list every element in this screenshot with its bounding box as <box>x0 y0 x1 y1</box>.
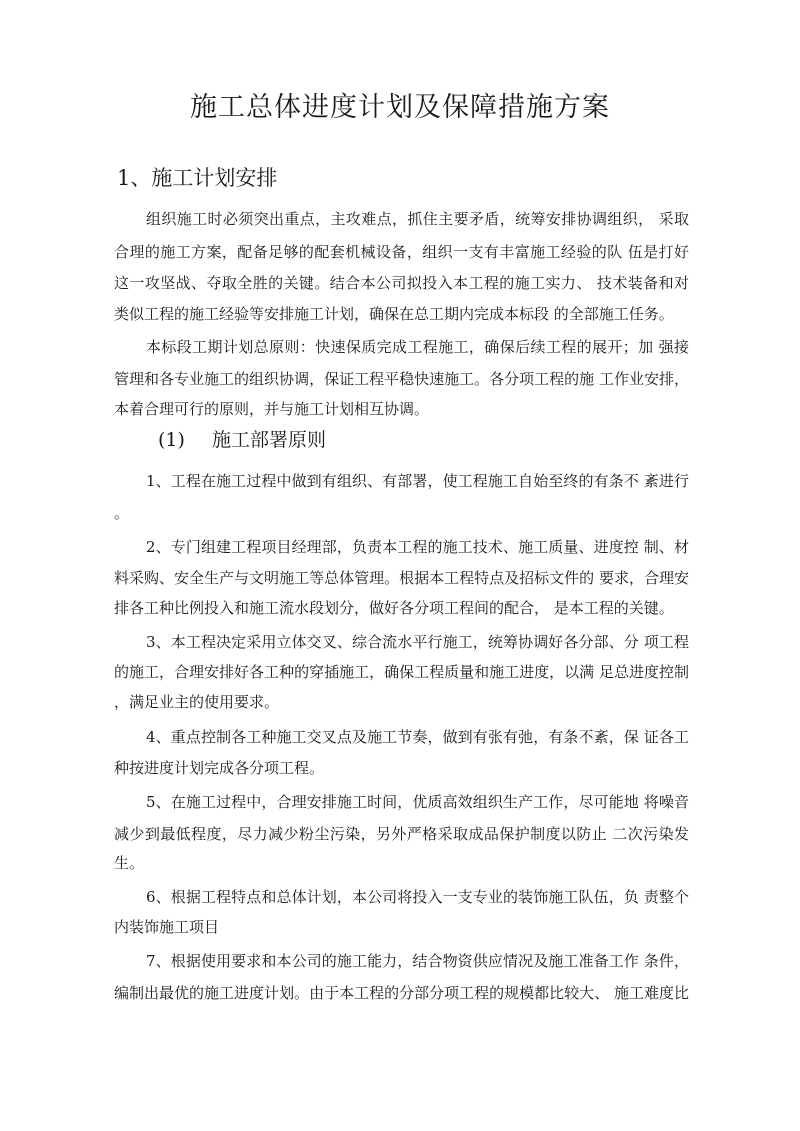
paragraph-line: 管理和各专业施工的组织协调，保证工程平稳快速施工。各分项工程的施 工作业安排， <box>114 370 689 388</box>
paragraph-line: 组织施工时必须突出重点，主攻难点，抓住主要矛盾，统筹安排协调组织， 采取 <box>146 210 689 228</box>
paragraph-line: 的施工，合理安排好各工种的穿插施工，确保工程质量和施工进度，以满 足总进度控制 <box>114 663 689 681</box>
paragraph-line: 3、本工程决定采用立体交叉、综合流水平行施工，统筹协调好各分部、分 项工程 <box>146 633 689 651</box>
subsection-heading <box>158 424 326 456</box>
paragraph-line: 2、专门组建工程项目经理部，负责本工程的施工技术、施工质量、进度控 制、材 <box>146 538 689 556</box>
paragraph-line: 种按进度计划完成各分项工程。 <box>114 759 325 777</box>
paragraph-line: 本着合理可行的原则，并与施工计划相互协调。 <box>114 400 430 418</box>
section-heading: 1、施工计划安排 <box>117 166 278 190</box>
paragraph-line: ，满足业主的使用要求。 <box>114 693 280 711</box>
paragraph-line: 本标段工期计划总原则：快速保质完成工程施工，确保后续工程的展开；加 强接 <box>146 338 689 356</box>
paragraph-line: 料采购、安全生产与文明施工等总体管理。根据本工程特点及招标文件的 要求，合理安 <box>114 569 689 587</box>
paragraph-line: 排各工种比例投入和施工流水段划分，做好各分项工程间的配合， 是本工程的关键。 <box>114 599 674 617</box>
paragraph-line: 5、在施工过程中，合理安排施工时间，优质高效组织生产工作，尽可能地 将噪音 <box>146 793 689 811</box>
document-title: 施工总体进度计划及保障措施方案 <box>190 92 610 123</box>
paragraph-line: 这一攻坚战、夺取全胜的关键。结合本公司拟投入本工程的施工实力、 技术装备和对 <box>114 274 689 292</box>
paragraph-line: 类似工程的施工经验等安排施工计划，确保在总工期内完成本标段 的全部施工任务。 <box>114 305 674 323</box>
paragraph-line: 合理的施工方案，配备足够的配套机械设备，组织一支有丰富施工经验的队 伍是打好 <box>114 243 689 261</box>
paragraph-line: 减少到最低程度，尽力减少粉尘污染，另外严格采取成品保护制度以防止 二次污染发 <box>114 825 689 843</box>
paragraph-line: 编制出最优的施工进度计划。由于本工程的分部分项工程的规模都比较大、 施工难度比 <box>114 984 689 1002</box>
paragraph-line: 生。 <box>114 854 145 872</box>
paragraph-line: 内装饰施工项目 <box>114 918 220 936</box>
subsection-title: 施工部署原则 <box>212 429 327 451</box>
paragraph-line: 4、重点控制各工种施工交叉点及施工节奏，做到有张有弛，有条不紊，保 证各工 <box>146 728 689 746</box>
paragraph-line: 。 <box>114 504 130 522</box>
paragraph-line: 6、根据工程特点和总体计划，本公司将投入一支专业的装饰施工队伍，负 责整个 <box>146 888 689 906</box>
subsection-number: (1) <box>158 429 185 451</box>
paragraph-line: 1、工程在施工过程中做到有组织、有部署，使工程施工自始至终的有条不 紊进行 <box>146 472 689 490</box>
paragraph-line: 7、根据使用要求和本公司的施工能力，结合物资供应情况及施工准备工作 条件， <box>146 952 689 970</box>
